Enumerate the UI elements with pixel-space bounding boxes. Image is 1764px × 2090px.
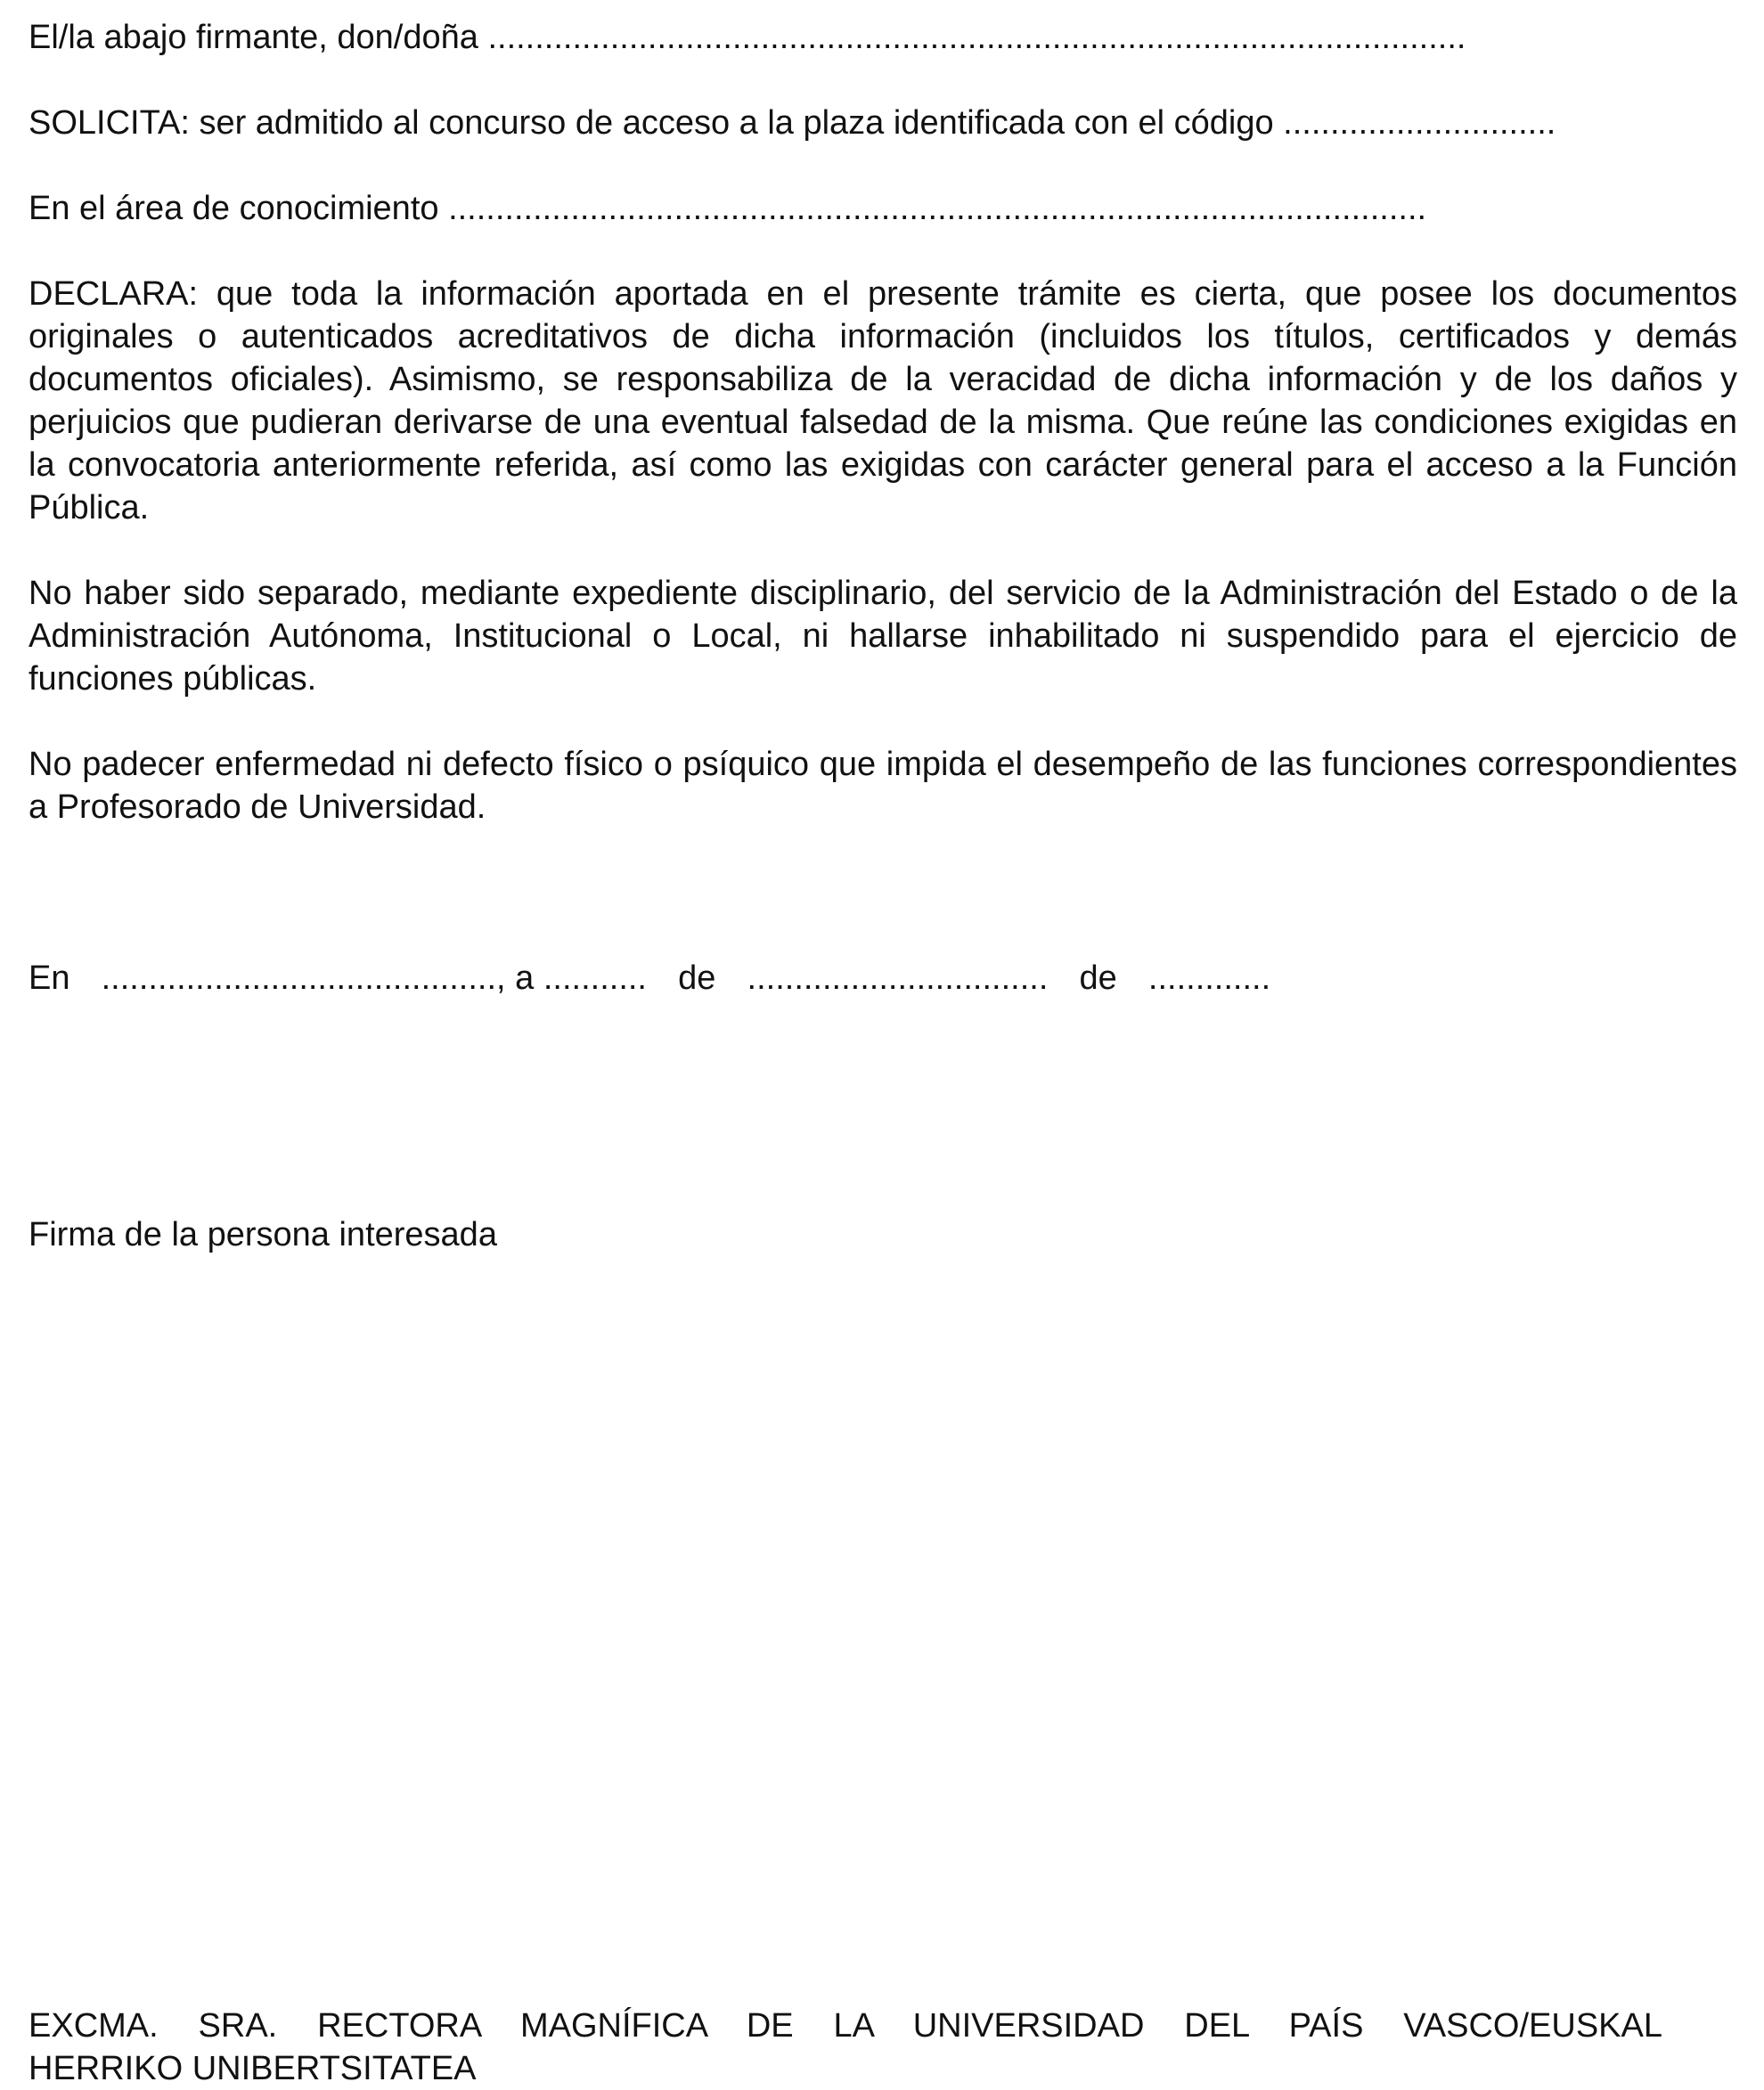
place-blank: .........................................., xyxy=(101,959,506,997)
no-illness-paragraph: No padecer enfermedad ni defecto físico o psíquico que impida el desempeño de las funciones correspondientes a Profesorado de Universidad. xyxy=(29,746,1737,826)
year-prefix: de xyxy=(1079,959,1117,997)
request-line: SOLICITA: ser admitido al concurso de acceso a la plaza identificada con el código ............................. xyxy=(29,104,1556,142)
date-place-line xyxy=(29,957,1270,1000)
day-prefix: a xyxy=(515,959,535,997)
signatory-line: El/la abajo firmante, don/doña ........................................................................................................ xyxy=(29,19,1466,56)
place-prefix: En xyxy=(29,959,70,997)
declaration-paragraph: DECLARA: que toda la información aportada en el presente trámite es cierta, que posee los documentos originales o autenticados acreditativos de dicha información (incluidos los títulos, certificados y demás documentos oficiales). Asimismo, se responsabiliza de la veracidad de dicha información y de los daños y perjuicios que pudieran derivarse de una eventual falsedad de la misma. Que reúne las condiciones exigidas en la convocatoria anteriormente referida, así como las exigidas con carácter general para el acceso a la Función Pública. xyxy=(29,275,1737,527)
addressee-line-1: EXCMA. SRA. RECTORA MAGNÍFICA DE LA UNIVERSIDAD DEL PAÍS VASCO/EUSKAL xyxy=(29,2007,1662,2045)
no-separation-paragraph: No haber sido separado, mediante expediente disciplinario, del servicio de la Administración del Estado o de la Administración Autónoma, Institucional o Local, ni hallarse inhabilitado ni suspendido para el ejercicio de funciones públicas. xyxy=(29,575,1737,698)
knowledge-area-line: En el área de conocimiento ........................................................................................................ xyxy=(29,190,1427,227)
day-blank: ........... xyxy=(543,959,647,997)
month-prefix: de xyxy=(678,959,716,997)
signature-label: Firma de la persona interesada xyxy=(29,1216,497,1253)
year-blank: ............. xyxy=(1147,959,1271,997)
month-blank: ................................ xyxy=(747,959,1049,997)
addressee-line-2: HERRIKO UNIBERTSITATEA xyxy=(29,2050,477,2087)
